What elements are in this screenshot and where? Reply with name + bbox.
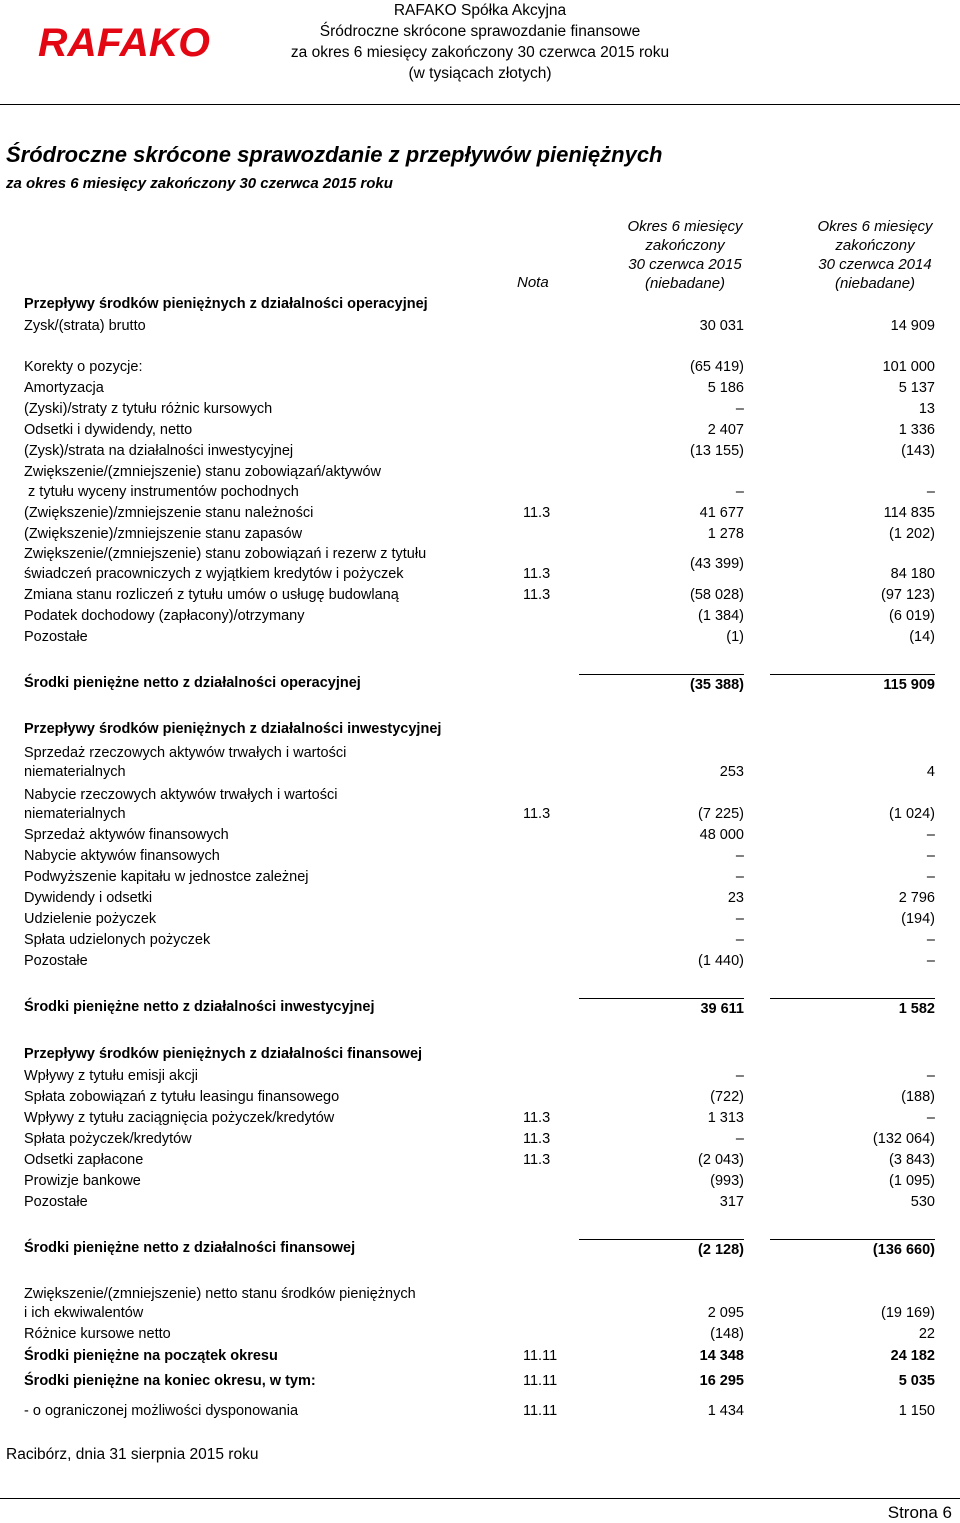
footer-divider	[0, 1498, 960, 1499]
page-subtitle: za okres 6 miesięcy zakończony 30 czerwca 2015 roku	[6, 175, 393, 192]
note-column-header: Nota	[517, 274, 549, 291]
company-name: RAFAKO Spółka Akcyjna	[393, 2, 567, 19]
section-heading-financing: Przepływy środków pieniężnych z działalności finansowej	[24, 1046, 423, 1062]
report-period: za okres 6 miesięcy zakończony 30 czerwca 2015 roku	[290, 44, 670, 61]
page-number: Strona 6	[887, 1503, 952, 1522]
logo-text: RAFAKO	[38, 22, 210, 62]
section-heading-investing: Przepływy środków pieniężnych z działalności inwestycyjnej	[24, 721, 442, 737]
section-heading-operating: Przepływy środków pieniężnych z działalności operacyjnej	[24, 296, 428, 312]
column-header-2015: Okres 6 miesięcy zakończony 30 czerwca 2015 (niebadane)	[627, 218, 743, 292]
report-name: Śródroczne skrócone sprawozdanie finansowe	[319, 23, 641, 40]
place-and-date: Racibórz, dnia 31 sierpnia 2015 roku	[6, 1446, 259, 1463]
column-header-2014: Okres 6 miesięcy zakończony 30 czerwca 2014 (niebadane)	[817, 218, 933, 292]
rafako-logo	[36, 22, 212, 62]
header-divider	[0, 104, 960, 105]
report-unit: (w tysiącach złotych)	[408, 65, 552, 82]
page-title: Śródroczne skrócone sprawozdanie z przepływów pieniężnych	[6, 142, 663, 167]
